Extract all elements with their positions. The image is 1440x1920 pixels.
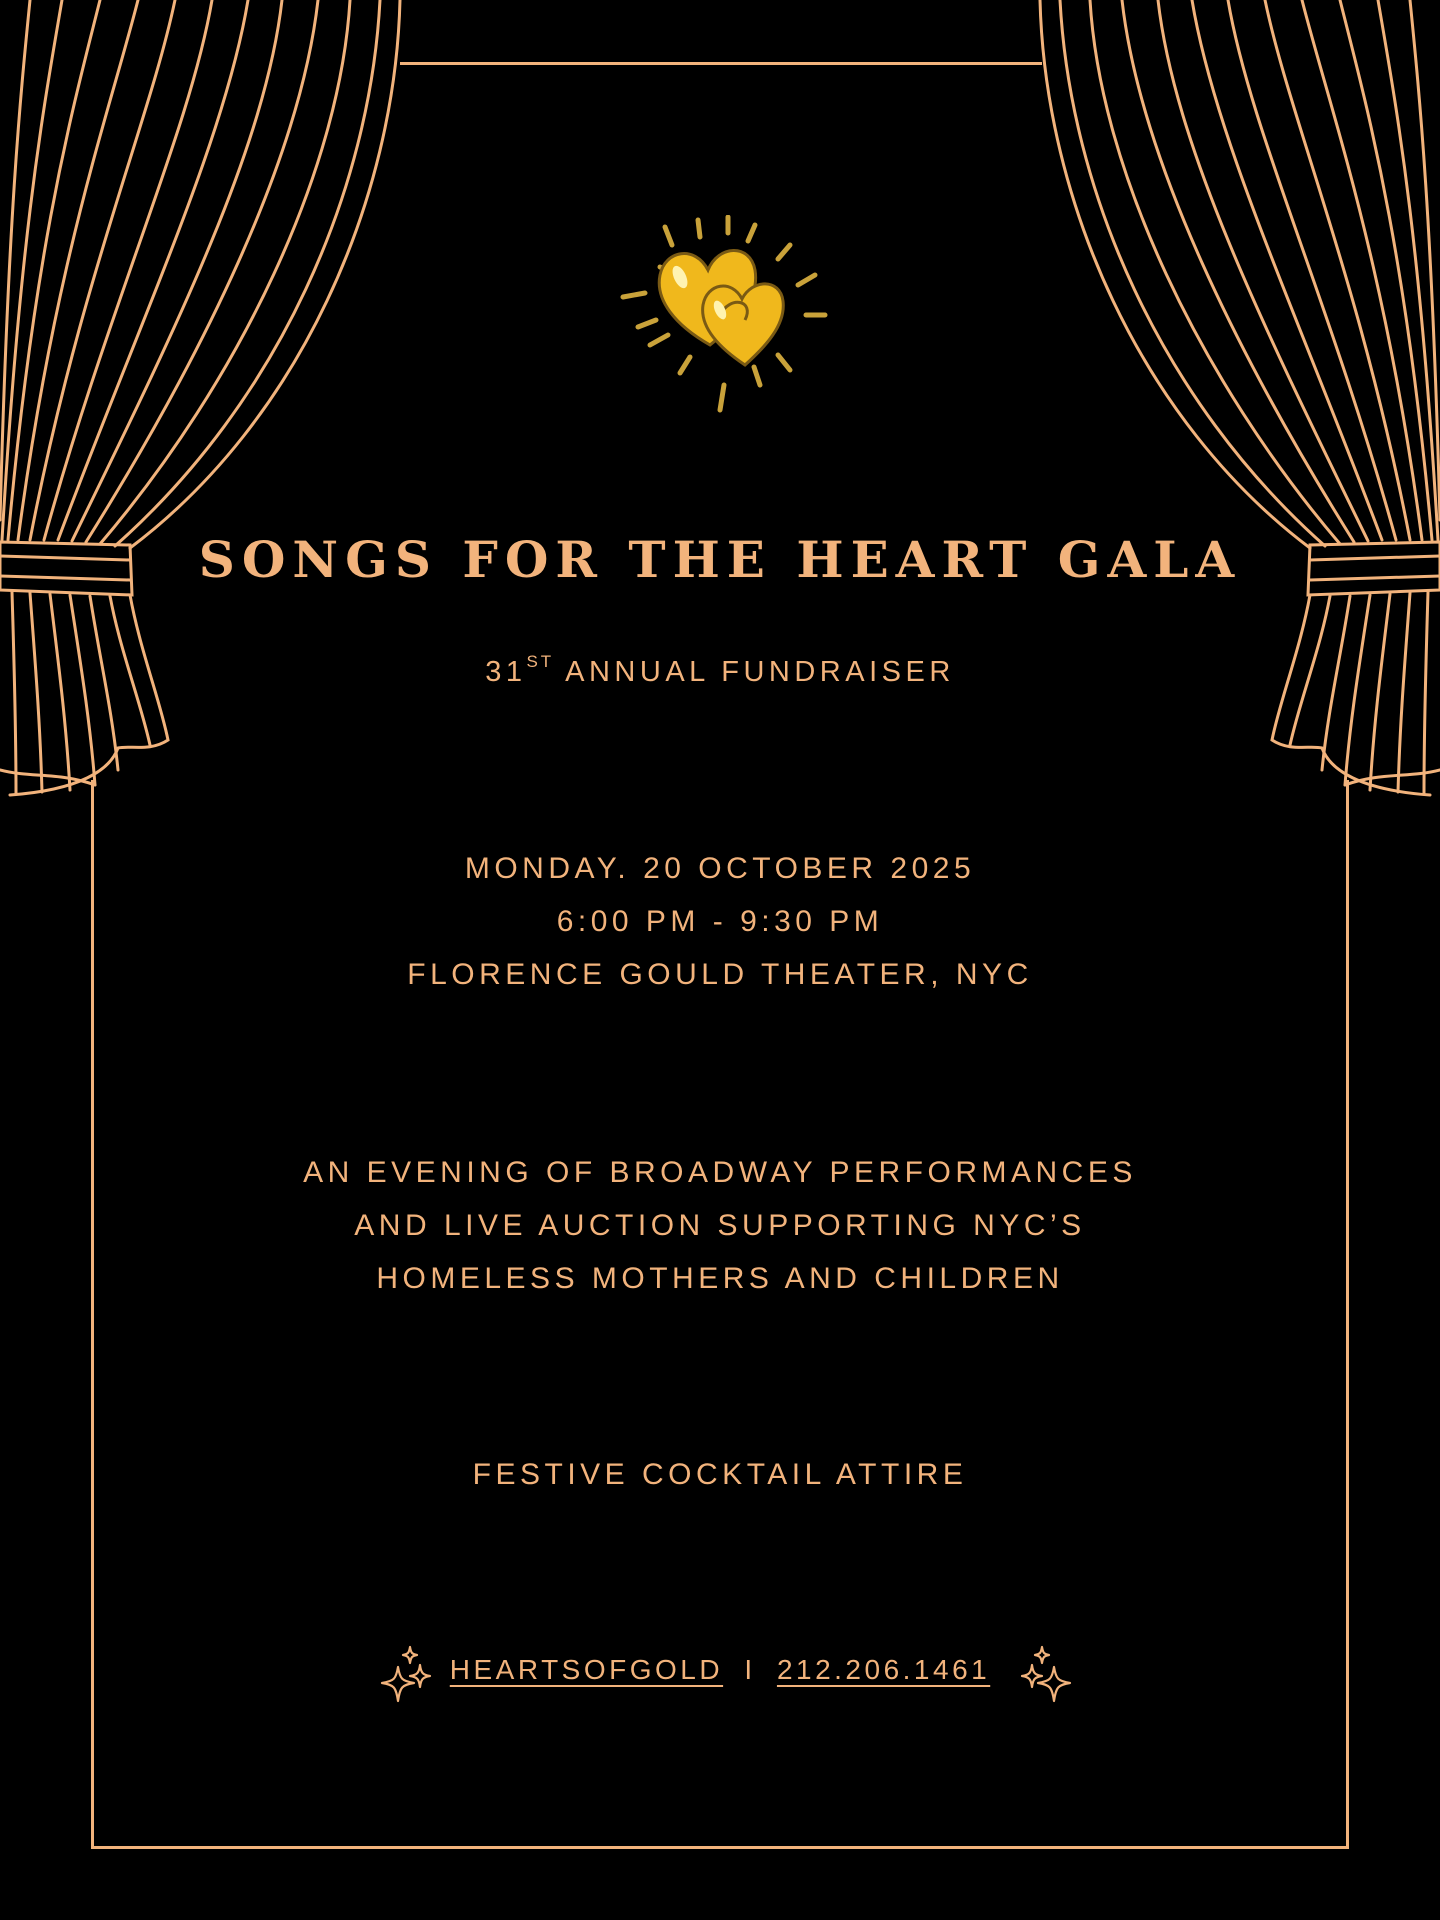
two-gold-hearts-icon [620, 215, 870, 415]
attire-text: FESTIVE COCKTAIL ATTIRE [472, 1458, 968, 1491]
ordinal-suffix: ST [526, 652, 555, 671]
event-venue: FLORENCE GOULD THEATER, NYC [407, 958, 1033, 991]
event-date: MONDAY. 20 OCTOBER 2025 [464, 852, 976, 885]
contact-separator: I [744, 1654, 756, 1685]
dress-code [0, 1448, 1440, 1501]
subtitle-text: ANNUAL FUNDRAISER [554, 656, 955, 688]
anniversary-number: 31 [485, 656, 527, 688]
event-time: 6:00 PM - 9:30 PM [556, 905, 884, 938]
description-line: AN EVENING OF BROADWAY PERFORMANCES [303, 1156, 1137, 1189]
website-link[interactable]: HEARTSOFGOLD [449, 1654, 724, 1685]
sparkle-icon [1020, 1645, 1072, 1709]
event-title: SONGS FOR THE HEART GALA [198, 530, 1242, 589]
contact-row [0, 1640, 1440, 1710]
event-description [0, 1146, 1440, 1305]
event-details [0, 842, 1440, 1001]
event-subtitle [0, 652, 1440, 689]
phone-link[interactable]: 212.206.1461 [776, 1654, 991, 1685]
description-line: HOMELESS MOTHERS AND CHILDREN [376, 1262, 1064, 1295]
description-line: AND LIVE AUCTION SUPPORTING NYC’S [354, 1209, 1086, 1242]
frame-bottom-line [91, 1846, 1349, 1849]
contact-info [0, 1650, 1440, 1690]
frame-top-line [400, 62, 1042, 65]
